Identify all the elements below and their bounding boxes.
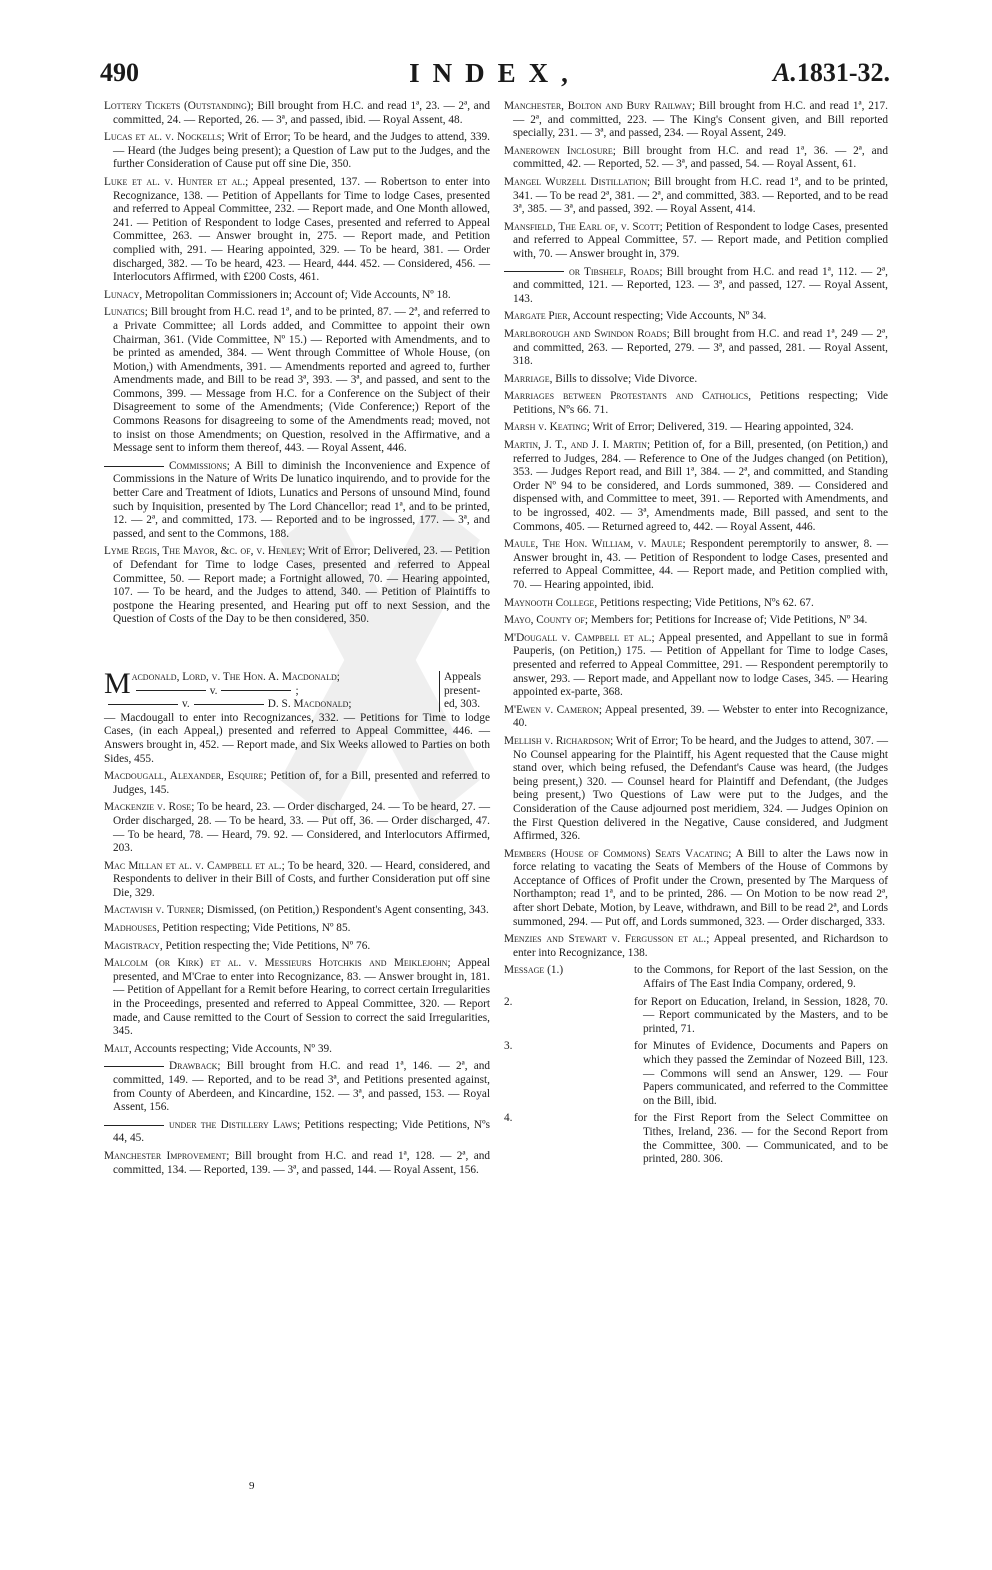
message-number: Message (1.) [504,964,564,977]
index-entry [504,266,888,307]
message-text: to the Commons, for Report of the last Session, on the Affairs of The East India Company, ordered, 9. [634,964,888,991]
entry-text: ; Bill brought from H.C. and read 1ª, 112. — 2ª, and committed, 121. — Reported, 123. — 3ª, and passed, 127. — Royal Assent, 143. [513,265,888,305]
entry-heading: Lunatics [104,306,145,319]
entry-text: ; Appeal presented, 137. — Robertson to enter into Recognizance, 138. — Petition of Appellants for Time to lodge Cases, presented and referred to Appeal Committee, 232. — Report made, and One Month allowed, 241. — Petition of Respondent to lodge Cases, presented and referred to Appeal Committee, 263. — Answer brought in, 275. — Report made, and Petition complied with, 291. — Hearing appointed, 329. — To be heard, 381. — Order discharged, 382. — To be heard, 423. — Heard, 444. 452. — Considered, 456. — Interlocutors Affirmed, with £200 Costs, 461. [113,175,490,284]
entry-heading: Manerowen Inclosure [504,144,613,157]
index-entry [504,632,888,700]
message-text: for the First Report from the Select Committee on Tithes, Ireland, 236. — for the Second Report from the Committee, 300. — Communicated, and to be printed, 280. 306. [634,1112,888,1166]
message-number: 2. [504,995,513,1008]
entry-text: ; Writ of Error; Delivered, 23. — Petition of Defendant for Time to lodge Cases, presented and referred to Appeal Committee, 50. — Report made; a Fortnight allowed, 70. — Hearing appointed, 107. — To be heard, and the Judges to attend, 340. — Petition of Plaintiffs to postpone the Hearing presented, and Hearing put off to next Session, and the Question of Costs of the Day to be then considered, 350. [113,545,490,626]
entry-heading: Marriage [504,372,550,385]
entry-text: ; To be heard, 23. — Order discharged, 24. — To be heard, 27. — Order discharged, 28. — To be heard, 33. — Put off, 36. — Order discharged, 47. — To be heard, 78. — Heard, 79. 92. — Considered, and Interlocutors Affirmed, 203. [113,801,490,855]
entry-heading: Mac Millan et al. v. Campbell et al. [104,859,282,872]
index-entry [504,614,888,628]
entry-text: ; Petition of, for a Bill, presented, (on Petition,) and referred to Judges, 284. — Reference to One of the Judges changed (on Petition), 353. — Judges Report read, and Bill 1ª, 384. — 2ª, and committed, and Standing Order Nº 94 to be considered, and Lords summoned, 389. — Considered and dispensed with, and Committee to meet, 391. — Reported with Amendments, and to be ingrossed, 402. — 3ª, Amendments made, Bill passed, and sent to the Commons, 405. — Returned agreed to, 442. — Royal Assent, 446. [513,439,888,533]
index-entry [104,176,490,285]
entry-heading: Mayo, County of [504,614,585,627]
index-entry [104,1119,490,1146]
entry-heading: Mactavish v. Turner [104,904,201,917]
entry-heading: Luke et al. v. Hunter et al. [104,175,246,188]
entry-heading: Commissions [169,459,227,472]
entry-text: ; Dismissed, (on Petition,) Respondent's Agent consenting, 343. [200,904,489,917]
entry-heading: Malt [104,1042,129,1055]
entry-text: ; Appeal presented, and Richardson to enter into Recognizance, 138. [513,933,888,959]
entry-heading: M'Ewen v. Cameron [504,703,599,716]
rule [136,690,206,691]
entry-text: ; Writ of Error; To be heard, and the Judges to attend, 307. — No Counsel appearing for the Plaintiff, his Agent requested that the Cause might stand over, which being refused, the Defendant's Cause was heard, (the Judges being present,) 320. — Counsel heard for Plaintiff and Defendant, (the Judges being present,) Two Questions of Law were put to the Judges, and the Consideration of the Cause adjourned post meridiem, 324. — Judges Opinion on the First Question delivered in the Negative, Cause considered, and Judgment Affirmed, 326. [513,734,888,843]
signature-mark: 9 [249,1480,255,1492]
entry-text: , Accounts respecting; Vide Accounts, Nº 39. [128,1042,332,1055]
index-entry [504,100,888,141]
index-entry [504,373,888,387]
rule [104,466,164,467]
entry-heading: Marlborough and Swindon Roads [504,327,667,340]
entry-heading: Manchester Improvement [104,1149,227,1162]
message-number: 4. [504,1112,513,1125]
entry-text: ; Bill brought from H.C. and read 1ª, 249 — 2ª, and committed, 263. — Reported, 279. — 3ª, and passed, 281. — Royal Assent, 318. [513,327,888,368]
index-entry [104,1060,490,1114]
entry-heading: Madhouses [104,922,157,935]
entry-text: , Petition respecting the; Vide Petitions, Nº 76. [159,939,371,952]
entry-heading: Lucas et al. v. Nockells [104,131,222,144]
message-entry [504,1112,888,1166]
entry-heading: Members (House of Commons) Seats Vacating [504,847,729,860]
entry-heading: Malcolm (or Kirk) et al. v. Messieurs Hotchkis and Meiklejohn [104,957,448,970]
entry-text: ; Petition of Respondent to lodge Cases, presented and referred to Appeal Committee, 57. — Report made, and Petition complied with, 70. — Answer brought in, 379. [513,220,888,260]
macdonald-heading: Appeals present-ed, 303. M acdonald, Lord, v. The Hon. A. Macdonald; v. ; v. D. S. Macdonald; [104,671,490,712]
index-entry [504,538,888,592]
entry-text: ; Bill brought from H.C. read 1ª, and to be printed, 87. — 2ª, and referred to a Private Committee; all Lords added, and Committee to appoint their own Chairman, 361. (Vide Committee, Nº 15.) — Reported with Amendments, and to be printed as amended, 384. — Went through Committee of Whole House, (on Motion,) with Amendments, 391. — Amendments reported and agreed to, further Amendments made, and Bill to be read 3ª, 393. — 3ª, and passed, and sent to the Commons, 399. — Message from H.C. for a Conference on the Subject of their Disagreement to some of the Amendments; (Vide Conference;) Report of the Commons Reasons for disagreeing to some of the Amendments read; moved, not to insist on those Amendments; on Question, resolved in the Affirmative, and a Message sent to inform them thereof, 443. — Royal Assent, 446. [113,306,490,455]
index-entry [104,922,490,936]
entry-heading: Lottery Tickets (Outstanding) [104,100,251,112]
rule [104,1125,164,1126]
index-entry [104,131,490,172]
entry-heading: Menzies and Stewart v. Fergusson et al. [504,933,707,946]
macdonald-entry [104,671,490,766]
message-entry [504,964,888,991]
index-entry [504,221,888,262]
index-entry [104,801,490,855]
macdonald-v3: v. [182,698,190,711]
index-entry [104,100,490,127]
entry-heading: Magistracy [104,939,160,952]
index-entry [104,1043,490,1057]
entry-text: , Metropolitan Commissioners in; Account of; Vide Accounts, Nº 18. [139,288,451,301]
entry-text: ; To be heard, 320. — Heard, considered, and Respondents to deliver in their Bill of Costs, and further Consideration put off sine Die, 329. [113,859,490,899]
left-entries-2 [104,770,490,1177]
message-entries [504,964,888,1166]
entry-heading: or Tibshelf, Roads [569,265,660,278]
entry-text: ; A Bill to alter the Laws now in force relating to vacating the Seats of Members of the House of Commons by Acceptance of Offices of Profit under the Crown, presented by The Marquess of Northampton; read 1ª, and to be printed, 286. — On Motion to be now read 2ª, after short Debate, Motion, by Leave, withdrawn, and Bill to be read 2ª, and Lords summoned, 294. — Put off, and Lords summoned, 323. — Order discharged, 333. [513,847,888,928]
entry-text: ; Petitions respecting; Vide Petitions, Nºs 44, 45. [113,1118,490,1145]
entry-heading: Maule, The Hon. William, v. Maule [504,538,683,551]
appeals-bracket: Appeals present-ed, 303. [439,671,490,712]
entry-heading: Maynooth College [504,596,595,609]
entry-heading: Drawback [169,1060,218,1073]
macdonald-text: — Macdougall to enter into Recognizances, 332. — Petitions for Time to lodge Cases, (in each Appeal,) presented and referred to Appeal Committee, 446. — Answers brought in, 452. — Report made, and Six Weeks allowed to Parties on both Sides, 455. [104,711,490,765]
index-entry [504,145,888,172]
message-text: for Minutes of Evidence, Documents and Papers on which they passed the Zemindar of Nozeed Bill, 123. — Commons will send an Answer, 129. — Four Papers communicated, and referred to the Committee on the Bill, ibid. [634,1040,888,1107]
index-entry [504,933,888,960]
entry-text: , Petition respecting; Vide Petitions, Nº 85. [156,922,351,935]
message-entry [504,996,888,1037]
message-number: 3. [504,1040,513,1053]
index-entry [104,770,490,797]
index-entry [504,439,888,534]
entry-text: ; Bill brought from H.C. and read 1ª, 217. — 2ª, and committed, 223. — The King's Consent given, and Bill reported specially, 231. — 3ª, and passed, 234. — Royal Assent, 249. [513,100,888,140]
index-entry [504,704,888,731]
entry-heading: Lunacy [104,288,140,301]
index-entry [104,306,490,456]
entry-text: ; Bill brought from H.C. and read 1ª, 23. — 2ª, and committed, 24. — Reported, 26. — 3ª, and passed, ibid. — Royal Assent, 48. [113,100,490,126]
rule [504,271,564,272]
entry-heading: Mansfield, The Earl of, v. Scott [504,220,660,233]
entry-text: , Petitions respecting; Vide Petitions, Nºs 62. 67. [594,596,814,609]
right-column [504,100,888,1171]
rule [194,704,264,705]
session-year [773,58,890,88]
page-header [100,58,890,94]
entry-text: , Petitions respecting; Vide Petitions, Nºs 66. 71. [513,390,888,416]
entry-heading: M'Dougall v. Campbell et al. [504,631,652,644]
macdonald-line3: D. S. Macdonald; [267,698,352,711]
entry-text: ; Writ of Error; To be heard, and the Judges to attend, 339. — Heard (the Judges being present); a Question of Law put to the Judges, and the further Consideration of Cause put off sine Die, 350. [113,131,490,171]
entry-text: ; Appeal presented, and M'Crae to enter into Recognizance, 83. — Answer brought in, 181. — Petition of Appellant for a Remit before Hearing, to correct certain Irregularities in the Proceedings, presented and referred to Appeal Committee, 320. — Report made, and Cause remitted to the Court of Session to correct the said Irregularities, 345. [113,957,490,1038]
entry-heading: under the Distillery Laws [169,1118,298,1131]
message-entry [504,1040,888,1108]
year-prefix: A. [772,58,797,87]
entry-text: ; Appeal presented, and Appellant to sue in formâ Pauperis, (on Petition,) 175. — Petition of Appellant for Time to lodge Cases, presented and referred to Appeal Committee, 291. — Respondent peremptorily to answer, 293. — Report made, and Appellant now to lodge Cases, 345. — Hearing appointed ex-parte, 368. [513,631,888,699]
left-entries [104,100,490,627]
year-value: 1831-32. [796,58,890,87]
index-entry [504,176,888,217]
index-entry [504,735,888,844]
entry-text: ; Members for; Petitions for Increase of; Vide Petitions, Nº 34. [584,614,868,627]
entry-text: ; Appeal presented, 39. — Webster to enter into Recognizance, 40. [513,703,888,730]
entry-heading: Macdougall, Alexander, Esquire [104,770,264,783]
index-entry [504,848,888,930]
entry-text: ; A Bill to diminish the Inconvenience and Expence of Commissions in the Nature of Writs De lunatico inquirendo, and to provide for the better Care and Treatment of Idiots, Lunatics and Persons of unsound Mind, found such by Inquisition, presented by The Lord Chancellor; read 1ª, and to be printed, 12. — 2ª, and committed, 173. — Reported and to be ingrossed, 177. — 3ª, and passed, and sent to the Commons, 188. [113,459,490,540]
macdonald-v2: v. [209,684,218,697]
index-entry [504,328,888,369]
entry-text: ; Bill brought from H.C. and read 1ª, 128. — 2ª, and committed, 134. — Reported, 139. — 3ª, and passed, 144. — Royal Assent, 156. [113,1149,491,1176]
index-entry [504,597,888,611]
index-entry [104,904,490,918]
index-entry [504,390,888,417]
entry-heading: Mangel Wurzell Distillation [504,175,648,188]
index-entry [104,1150,490,1177]
entry-text: ; Petition of, for a Bill, presented and referred to Judges, 145. [113,770,491,796]
index-entry [104,545,490,627]
page-number: 490 [100,58,139,87]
entry-heading: Manchester, Bolton and Bury Railway [504,100,692,112]
drop-initial: M [104,670,131,700]
entry-heading: Marriages between Protestants and Catholics [504,390,749,403]
entry-text: ; Respondent peremptorily to answer, 8. — Answer brought in, 43. — Petition of Respondent to lodge Cases, presented and referred to Appeal Committee, 44. — Report made, and Petition complied with, 70. — Hearing appointed, ibid. [513,538,888,591]
rule [104,1066,164,1067]
index-entry [104,860,490,901]
entry-heading: Martin, J. T., and J. I. Martin [504,439,647,452]
macdonald-line1: acdonald, Lord, v. The Hon. A. Macdonald; [131,670,340,683]
index-entry [504,310,888,324]
rule [221,690,291,691]
index-entry [504,421,888,435]
rule [108,704,178,705]
entry-heading: Mellish v. Richardson [504,734,611,747]
entry-heading: Margate Pier [504,310,568,323]
entry-text: , Bills to dissolve; Vide Divorce. [549,372,698,385]
message-text: for Report on Education, Ireland, in Session, 1828, 70. — Report communicated by the Masters, and to be printed, 71. [634,995,888,1035]
entry-text: ; Bill brought from H.C. read 1ª, and to be printed, 341. — To be read 2ª, 381. — 2ª, and committed, 383. — Reported, and to be read 3ª, 385. — 3ª, and passed, 392. — Royal Assent, 414. [513,175,888,216]
entry-text: ; Bill brought from H.C. and read 1ª, 146. — 2ª, and committed, 149. — Reported, and to be read 3ª, and Petitions presented against, from County of Aberdeen, and Kincardine, 152. — 3ª, and passed, 153. — Royal Assent, 156. [113,1060,490,1114]
index-entry [104,460,490,542]
index-entry [104,957,490,1039]
page-title: INDEX, [409,58,581,88]
entry-text: ; Writ of Error; Delivered, 319. — Hearing appointed, 324. [586,421,854,434]
entry-text: , Account respecting; Vide Accounts, Nº 34. [567,310,767,323]
entry-text: ; Bill brought from H.C. and read 1ª, 36. — 2ª, and committed, 42. — Reported, 52. — 3ª, and passed, 54. — Royal Assent, 61. [513,144,888,171]
entry-heading: Lyme Regis, The Mayor, &c. of, v. Henley [104,545,303,558]
right-entries [504,100,888,960]
entry-heading: Mackenzie v. Rose [104,801,192,814]
left-column [104,100,490,1181]
entry-heading: Marsh v. Keating [504,421,587,434]
index-entry [104,289,490,303]
index-entry [104,940,490,954]
